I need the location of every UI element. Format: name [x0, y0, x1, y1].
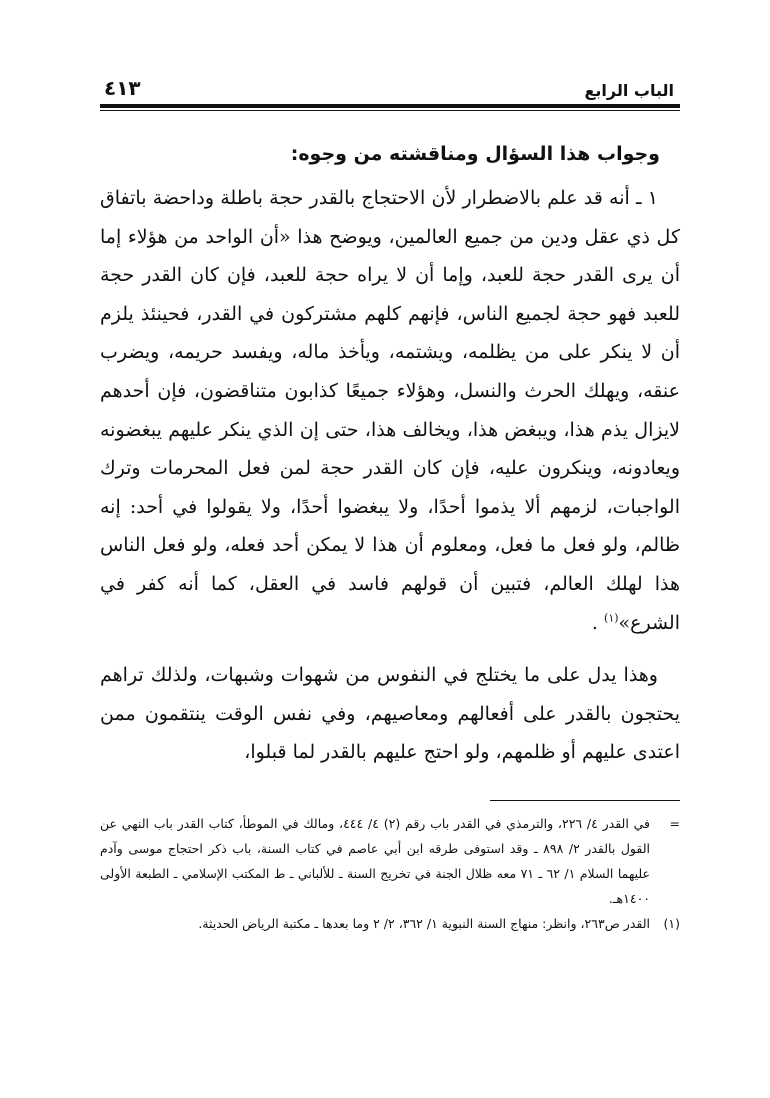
- paragraph-one-text: ١ ـ أنه قد علم بالاضطرار لأن الاحتجاج بالقدر حجة باطلة وداحضة باتفاق كل ذي عقل ودين من جميع العالمين، ويوضح هذا «أن الواحد من هؤلاء إما أن يرى القدر حجة للعبد، وإما أن لا يراه حجة للعبد، فإن كان القدر حجة للعبد فهو حجة لجميع الناس، فإنهم كلهم مشتركون في القدر، فحينئذ يلزم أن لا ينكر على من يظلمه، ويشتمه، ويأخذ ماله، ويفسد حريمه، ويضرب عنقه، ويهلك الحرث والنسل، وهؤلاء جميعًا كذابون متناقضون، فإن أحدهم لايزال يذم هذا، ويبغض هذا، ويخالف هذا، حتى إن الذي ينكر عليهم يبغضونه ويعادونه، وينكرون عليه، فإن كان القدر حجة لمن فعل المحرمات وترك الواجبات، لزمهم ألا يذموا أحدًا، ولا يبغضوا أحدًا، ولا يقولوا في أحد: إنه ظالم، ولو فعل ما فعل، ومعلوم أن هذا لا يمكن أحد فعله، ولو فعل الناس هذا لهلك العالم، فتبين أن قولهم فاسد في العقل، كما أنه كفر في الشرع»: [100, 187, 680, 634]
- paragraph-two: وهذا يدل على ما يختلج في النفوس من شهوات وشبهات، ولذلك تراهم يحتجون بالقدر على أفعالهم ومعاصيهم، وفي نفس الوقت ينتقمون ممن اعتدى عليهم أو ظلمهم، ولو احتج عليهم بالقدر لما قبلوا،: [100, 664, 680, 764]
- footnote-marker: (١): [663, 915, 680, 931]
- header-rule-thick: [100, 104, 680, 108]
- section-heading: وجواب هذا السؤال ومناقشته من وجوه:: [290, 143, 660, 165]
- header-divider: [100, 104, 680, 111]
- footnote-marker: =: [669, 815, 680, 831]
- page-number: ٤١٣: [104, 76, 141, 100]
- footnotes: [100, 811, 680, 936]
- body-text: [100, 179, 680, 772]
- footnote-continued: [100, 811, 680, 911]
- footnote-divider: [490, 800, 680, 801]
- chapter-title: الباب الرابع: [584, 81, 674, 100]
- footnote-text: القدر ص٢٦٣، وانظر: منهاج السنة النبوية ١/ ٣٦٢، ٢/ ٢ وما بعدها ـ مكتبة الرياض الحديثة.: [198, 915, 650, 931]
- book-page: [100, 70, 680, 1030]
- paragraph-one-end: .: [591, 611, 605, 634]
- paragraph-one: [100, 179, 680, 642]
- header-rule-thin: [100, 110, 680, 111]
- footnote-reference: (١): [604, 611, 619, 625]
- footnote-1: [100, 911, 680, 936]
- footnote-text: في القدر ٤/ ٢٢٦، والترمذي في القدر باب رقم (٢) ٤/ ٤٤٤، ومالك في الموطأ، كتاب القدر باب النهي عن القول بالقدر ٢/ ٨٩٨ ـ وقد استوفى طرقه ابن أبي عاصم في كتاب السنة، باب ذكر احتجاج موسى وآدم عليهما السلام ١/ ٦٢ ـ ٧١ معه ظلال الجنة في تخريج السنة ـ للألباني ـ ط المكتب الإسلامي ـ الطبعة الأولى ١٤٠٠هـ.: [100, 815, 651, 906]
- running-header: [100, 70, 680, 100]
